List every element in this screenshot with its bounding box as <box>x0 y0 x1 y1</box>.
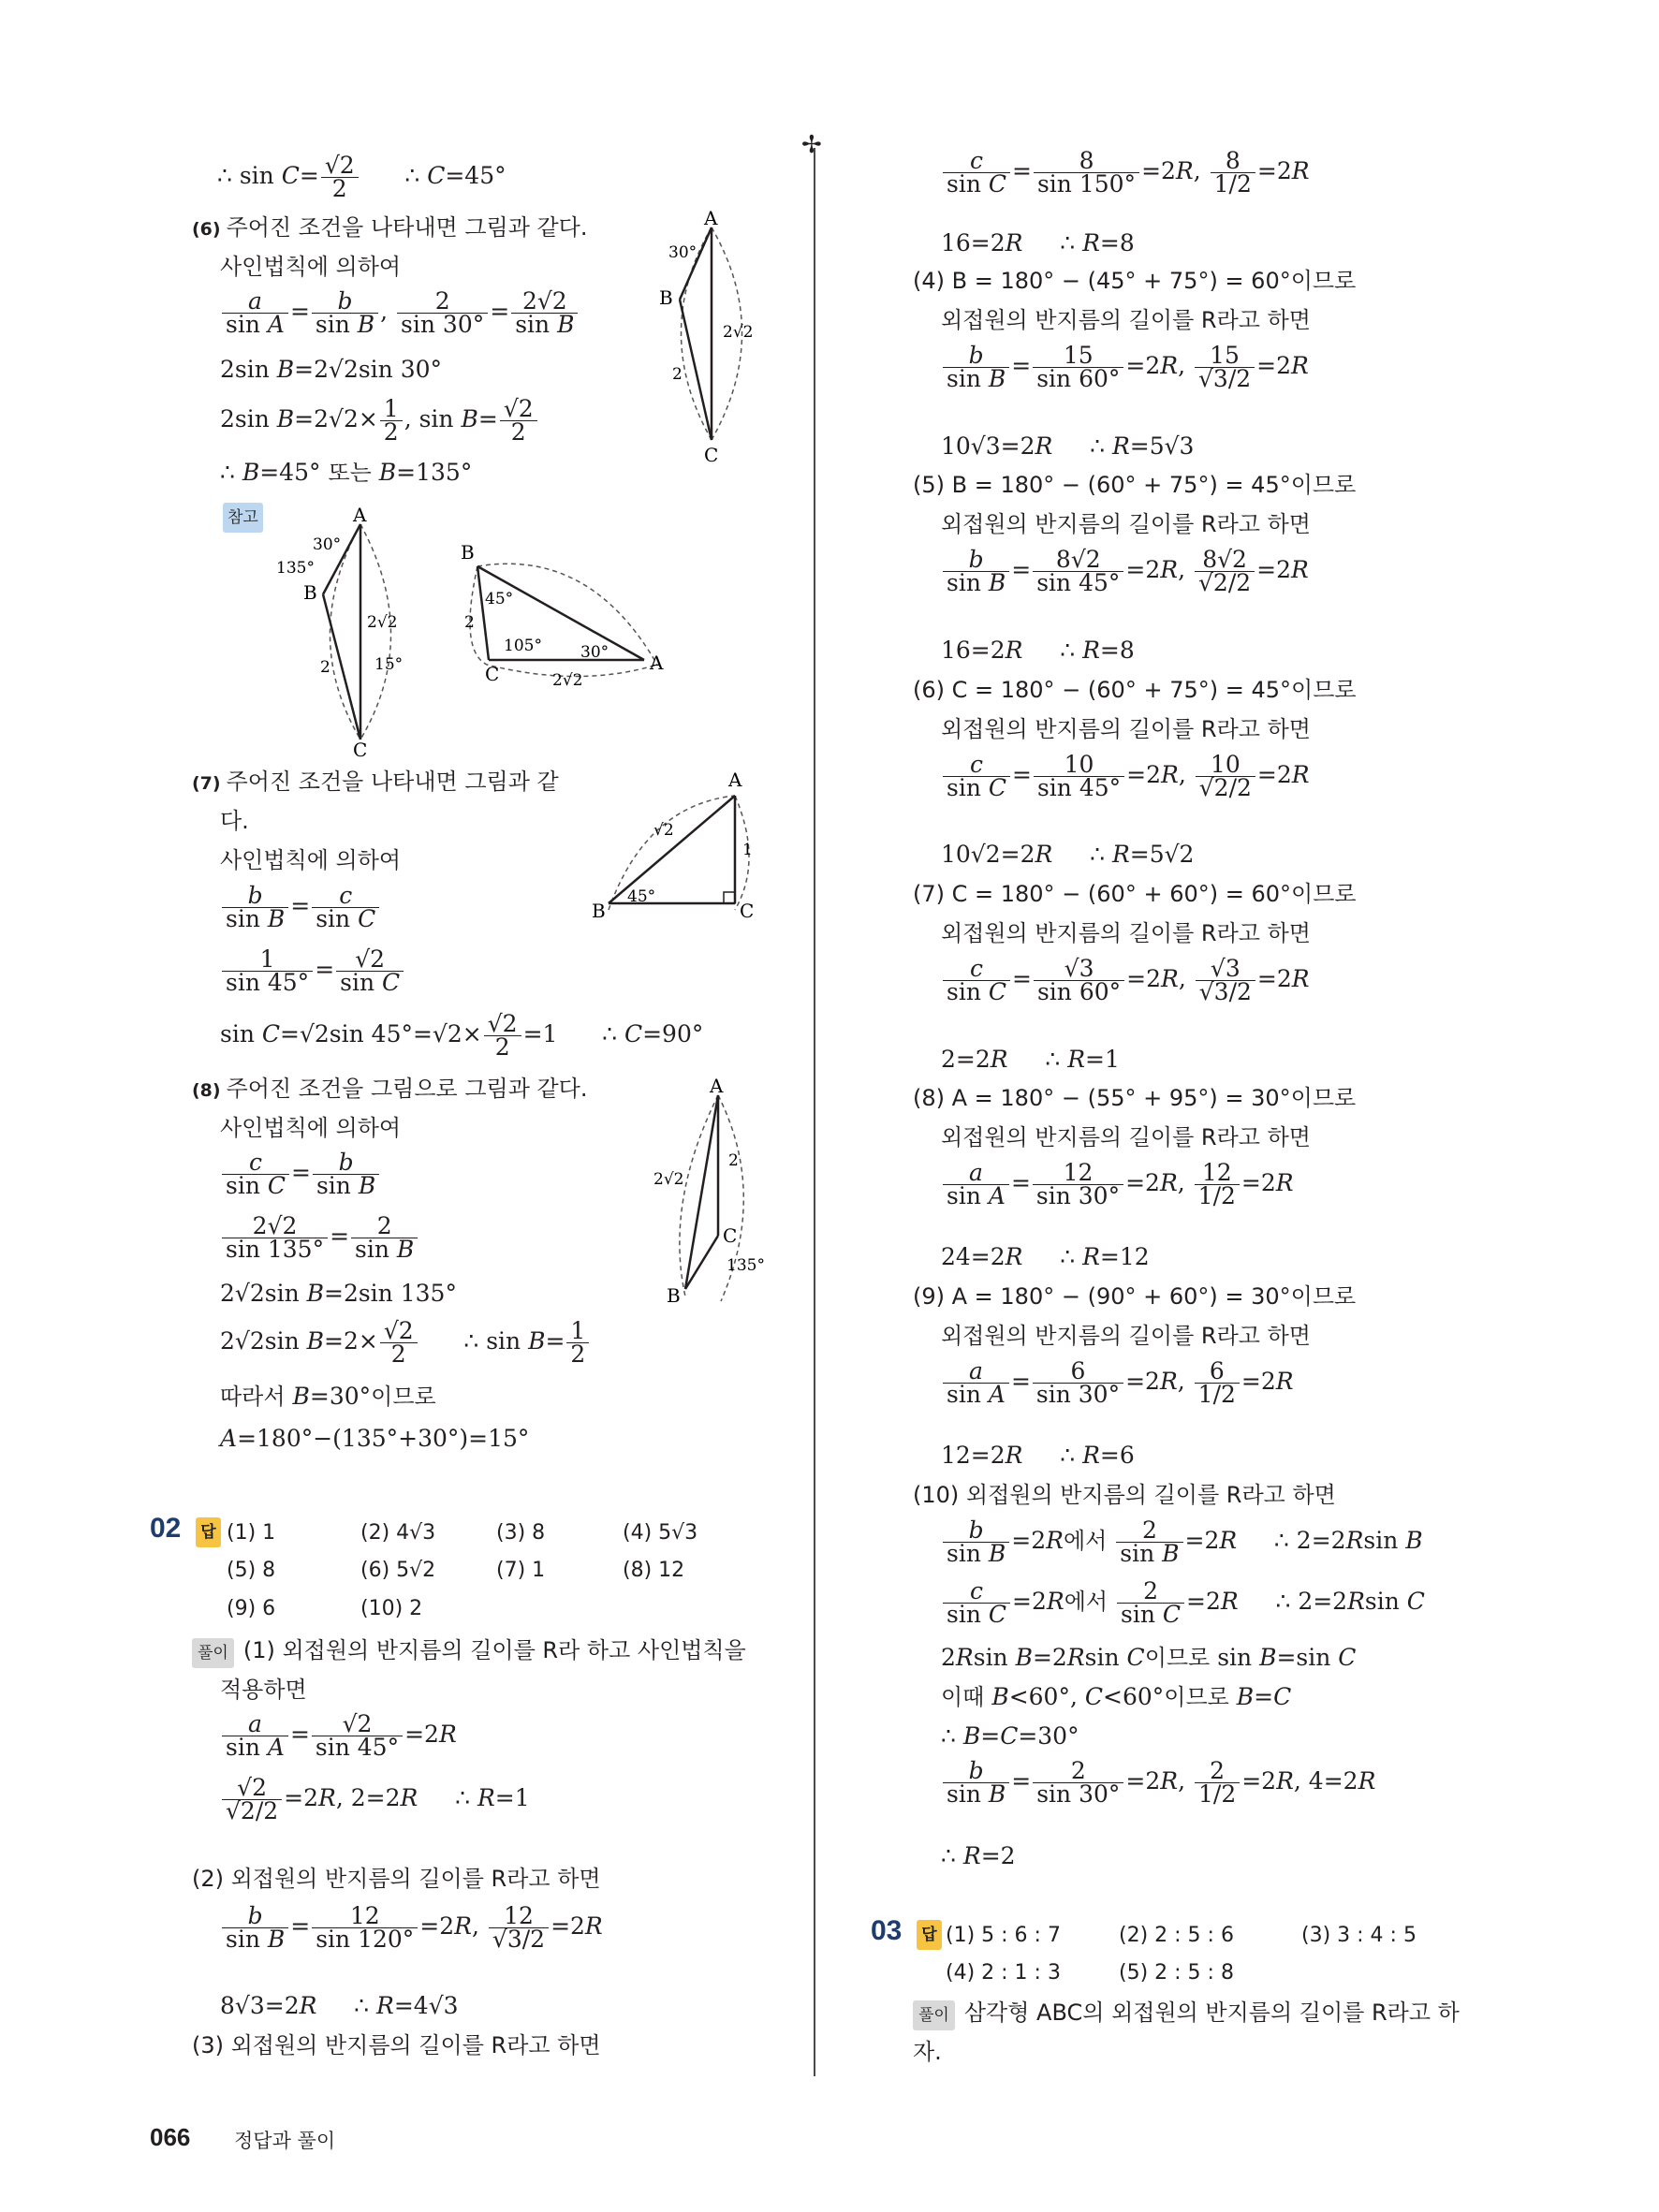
note2-angle-b: 45° <box>485 590 514 608</box>
q02-solution-2-eq1: $\frac{b}{\text{sin B}}$ = $\frac{12}{\sin 120^\circ}$ =2R, $\frac{12}{√3/2}$ =2R <box>220 1905 603 1951</box>
q03-answer-1: (1) 5 : 6 : 7 <box>946 1924 1061 1947</box>
q02-solution-1-eq1: $\frac{a}{\text{sin A}}$ = $\frac{√2}{\sin 45^\circ}$ =2R <box>220 1713 457 1759</box>
fig6-angle: 30° <box>668 243 697 262</box>
q02-solution-1: 풀이 (1) 외접원의 반지름의 길이를 R라 하고 사인법칙을 <box>192 1636 746 1668</box>
solution-6-heading: (6) C = 180° − (60° + 75°) = 45°이므로 <box>913 677 1357 703</box>
q02-solution-3: (3) 외접원의 반지름의 길이를 R라고 하면 <box>192 2032 601 2058</box>
note-tag: 참고 <box>223 501 271 533</box>
problem-6-sine-law: 사인법칙에 의하여 <box>220 254 402 280</box>
solution-9-heading: (9) A = 180° − (90° + 60°) = 30°이므로 <box>913 1283 1357 1310</box>
problem-7-eq3: sin C=√2sin 45°=√2× $\frac{√2}{2}$ =1 ∴ C=90° <box>220 1010 704 1061</box>
fig7-label-c: C <box>740 900 755 922</box>
fig8-label-a: A <box>710 1075 724 1097</box>
fig7-side-ab: √2 <box>653 821 674 840</box>
q02-answer-10: (10) 2 <box>360 1597 423 1620</box>
q02-solution-1-eq2: $\frac{√2}{√2/2}$ =2R, 2=2R ∴ R=1 <box>220 1777 530 1823</box>
note2-label-a: A <box>650 652 664 674</box>
solution-4-result: 10√3=2R ∴ R=5√3 <box>941 432 1195 460</box>
fig6-label-a: A <box>704 211 718 229</box>
solution-10-eq3: 2Rsin B=2Rsin C이므로 sin B=sin C <box>941 1644 1357 1671</box>
problem-7-heading-cont: 다. <box>220 808 249 834</box>
q02-answer-3: (3) 8 <box>496 1521 546 1545</box>
problem-8-eq3: 2√2sin B=2sin 135° <box>220 1280 457 1307</box>
divider-ornament: ✢ <box>801 131 822 159</box>
page-number: 066 <box>150 2123 191 2151</box>
solution-4-eq: $\frac{b}{\text{sin B}}$ = $\frac{15}{\sin 60^\circ}$ =2R, $\frac{15}{√3/2}$ =2R <box>941 344 1309 390</box>
fig7-label-a: A <box>728 769 742 791</box>
solution-8-heading: (8) A = 180° − (55° + 95°) = 30°이므로 <box>913 1085 1357 1111</box>
note2-angle-a: 30° <box>580 643 609 662</box>
problem-6-eq1: $\frac{a}{\text{sin A}}$ = $\frac{b}{\text{sin B}}$ , $\frac{2}{\sin 30^\circ}$ = $\frac{2√2}{\text{sin B}}$ <box>220 290 580 336</box>
problem-7-eq2: $\frac{1}{\sin 45^\circ}$ = $\frac{√2}{\text{sin C}}$ <box>220 948 405 994</box>
solution-10-heading: (10) 외접원의 반지름의 길이를 R라고 하면 <box>913 1482 1336 1508</box>
q02-answer-row-1: 02 답 <box>150 1515 228 1547</box>
note2-side-ca: 2√2 <box>552 671 583 690</box>
q03-header: 03 답 <box>871 1917 949 1950</box>
note2-side-bc: 2 <box>464 613 475 632</box>
problem-6-eq4: ∴ B=45° 또는 B=135° <box>220 459 473 486</box>
fig8-label-b: B <box>667 1284 681 1307</box>
q02-answer-1: (1) 1 <box>227 1521 276 1545</box>
solution-10-eq2: $\frac{c}{\text{sin C}}$ =2R에서 $\frac{2}{\text{sin C}}$ =2R ∴ 2=2Rsin C <box>941 1580 1425 1626</box>
note1-angle-b: 135° <box>276 559 315 578</box>
note2-angle-c: 105° <box>504 637 542 655</box>
figure-8-triangle <box>646 1072 786 1315</box>
fig7-label-b: B <box>592 900 606 922</box>
q02-answer-9: (9) 6 <box>227 1597 276 1620</box>
solution-5-heading: (5) B = 180° − (60° + 75°) = 45°이므로 <box>913 472 1357 498</box>
problem-8-eq4: 2√2sin B=2× $\frac{√2}{2}$ ∴ sin B= $\frac{1}{2}$ <box>220 1320 591 1366</box>
q02-answer-5: (5) 8 <box>227 1559 276 1582</box>
column-divider <box>814 148 815 2076</box>
note-figure-1 <box>272 505 440 758</box>
fig6-side-bc: 2 <box>672 365 683 384</box>
problem-8-sine-law: 사인법칙에 의하여 <box>220 1115 402 1141</box>
solution-5-result: 16=2R ∴ R=8 <box>941 637 1135 664</box>
solution-7-heading: (7) C = 180° − (60° + 60°) = 60°이므로 <box>913 881 1357 907</box>
q03-answer-4: (4) 2 : 1 : 3 <box>946 1961 1061 1985</box>
fig6-side-ac: 2√2 <box>723 323 754 342</box>
solution-4-radius: 외접원의 반지름의 길이를 R라고 하면 <box>941 307 1311 333</box>
solution-7-eq: $\frac{c}{\text{sin C}}$ = $\frac{√3}{\sin 60^\circ}$ =2R, $\frac{√3}{√3/2}$ =2R <box>941 958 1310 1003</box>
solution-4-heading: (4) B = 180° − (45° + 75°) = 60°이므로 <box>913 268 1357 294</box>
solution-6-radius: 외접원의 반지름의 길이를 R라고 하면 <box>941 716 1311 742</box>
fig7-angle-b: 45° <box>627 887 656 906</box>
solution-6-result: 10√2=2R ∴ R=5√2 <box>941 841 1195 868</box>
solution-8-result: 24=2R ∴ R=12 <box>941 1243 1150 1270</box>
problem-6-eq3: 2sin B=2√2× $\frac{1}{2}$ , sin B= $\frac{√2}{2}$ <box>220 398 539 444</box>
q02-answer-4: (4) 5√3 <box>623 1521 698 1545</box>
q02-solution-2: (2) 외접원의 반지름의 길이를 R라고 하면 <box>192 1866 601 1892</box>
problem-6-eq2: 2sin B=2√2sin 30° <box>220 356 443 383</box>
problem-8-eq6: A=180°−(135°+30°)=15° <box>220 1425 530 1452</box>
note1-angle-c: 15° <box>374 655 404 674</box>
q03-answer-2: (2) 2 : 5 : 6 <box>1119 1924 1234 1947</box>
q02-solution-2-eq2: 8√3=2R ∴ R=4√3 <box>220 1992 459 2019</box>
solution-10-eq6: $\frac{b}{\text{sin B}}$ = $\frac{2}{\sin 30^\circ}$ =2R, $\frac{2}{1/2}$ =2R, 4=2R <box>941 1760 1375 1806</box>
q02-answer-6: (6) 5√2 <box>360 1559 436 1582</box>
figure-7-triangle <box>590 768 768 927</box>
fig8-label-c: C <box>723 1224 738 1247</box>
note1-angle-a: 30° <box>313 535 342 554</box>
note1-label-c: C <box>353 739 368 758</box>
q02-answer-8: (8) 12 <box>623 1559 685 1582</box>
q02-answer-7: (7) 1 <box>496 1559 546 1582</box>
fig8-side-ac: 2 <box>728 1151 739 1170</box>
fig8-side-ab: 2√2 <box>653 1170 684 1189</box>
solution-7-result: 2=2R ∴ R=1 <box>941 1046 1120 1073</box>
note1-side-bc: 2 <box>320 658 330 677</box>
solution-10-eq5: ∴ B=C=30° <box>941 1722 1079 1750</box>
right-eq-r2: 16=2R ∴ R=8 <box>941 229 1135 256</box>
q03-answer-5: (5) 2 : 5 : 8 <box>1119 1961 1234 1985</box>
problem-8-eq2: $\frac{2√2}{\sin 135^\circ}$ = $\frac{2}{\text{sin B}}$ <box>220 1215 419 1261</box>
problem-8-heading: (8) 주어진 조건을 그림으로 그림과 같다. <box>192 1076 588 1102</box>
solution-9-result: 12=2R ∴ R=6 <box>941 1442 1135 1469</box>
footer-label: 정답과 풀이 <box>234 2130 336 2152</box>
problem-8-eq1: $\frac{c}{\text{sin C}}$ = $\frac{b}{\text{sin B}}$ <box>220 1151 381 1197</box>
problem-8-eq5: 따라서 B=30°이므로 <box>220 1383 436 1410</box>
solution-8-radius: 외접원의 반지름의 길이를 R라고 하면 <box>941 1124 1311 1150</box>
note-figure-2 <box>449 538 674 697</box>
solution-6-eq: $\frac{c}{\text{sin C}}$ = $\frac{10}{\sin 45^\circ}$ =2R, $\frac{10}{√2/2}$ =2R <box>941 754 1310 799</box>
q02-answer-2: (2) 4√3 <box>360 1521 436 1545</box>
note1-label-a: A <box>353 505 367 526</box>
solution-5-radius: 외접원의 반지름의 길이를 R라고 하면 <box>941 511 1311 537</box>
fig7-side-ac: 1 <box>742 841 753 859</box>
problem-6-heading: (6) 주어진 조건을 나타내면 그림과 같다. <box>192 214 588 241</box>
solution-10-eq1: $\frac{b}{\text{sin B}}$ =2R에서 $\frac{2}{\text{sin B}}$ =2R ∴ 2=2Rsin B <box>941 1519 1423 1565</box>
solution-5-eq: $\frac{b}{\text{sin B}}$ = $\frac{8√2}{\sin 45^\circ}$ =2R, $\frac{8√2}{√2/2}$ =2R <box>941 549 1309 594</box>
q02-solution-1-cont: 적용하면 <box>220 1677 307 1703</box>
problem-7-heading: (7) 주어진 조건을 나타내면 그림과 같 <box>192 769 559 795</box>
solution-9-eq: $\frac{a}{\text{sin A}}$ = $\frac{6}{\sin 30^\circ}$ =2R, $\frac{6}{1/2}$ =2R <box>941 1360 1294 1406</box>
note2-label-c: C <box>485 663 500 685</box>
solution-10-eq4: 이때 B<60°, C<60°이므로 B=C <box>941 1683 1292 1710</box>
fig6-label-c: C <box>704 444 719 463</box>
left-line-1: ∴ sin C= $\frac{√2}{2}$ ∴ C=45° <box>217 152 507 202</box>
q03-answer-3: (3) 3 : 4 : 5 <box>1301 1924 1417 1947</box>
problem-7-sine-law: 사인법칙에 의하여 <box>220 847 402 873</box>
note1-side-ac: 2√2 <box>367 613 398 632</box>
solution-9-radius: 외접원의 반지름의 길이를 R라고 하면 <box>941 1323 1311 1349</box>
solution-8-eq: $\frac{a}{\text{sin A}}$ = $\frac{12}{\sin 30^\circ}$ =2R, $\frac{12}{1/2}$ =2R <box>941 1162 1294 1208</box>
note1-label-b: B <box>303 581 317 604</box>
solution-7-radius: 외접원의 반지름의 길이를 R라고 하면 <box>941 920 1311 946</box>
fig6-label-b: B <box>659 286 673 309</box>
q03-solution: 풀이 삼각형 ABC의 외접원의 반지름의 길이를 R라고 하 <box>913 1999 1460 2030</box>
problem-7-eq1: $\frac{b}{\text{sin B}}$ = $\frac{c}{\text{sin C}}$ <box>220 885 381 930</box>
q03-solution-cont: 자. <box>913 2039 942 2065</box>
figure-6-triangle <box>646 211 786 463</box>
fig8-angle-c: 135° <box>727 1256 765 1275</box>
right-eq-r1: $\frac{c}{\text{sin C}}$ = $\frac{8}{\sin 150^\circ}$ =2R, $\frac{8}{1/2}$ =2R <box>941 150 1310 196</box>
note2-label-b: B <box>461 541 475 564</box>
solution-10-result: ∴ R=2 <box>941 1842 1016 1869</box>
